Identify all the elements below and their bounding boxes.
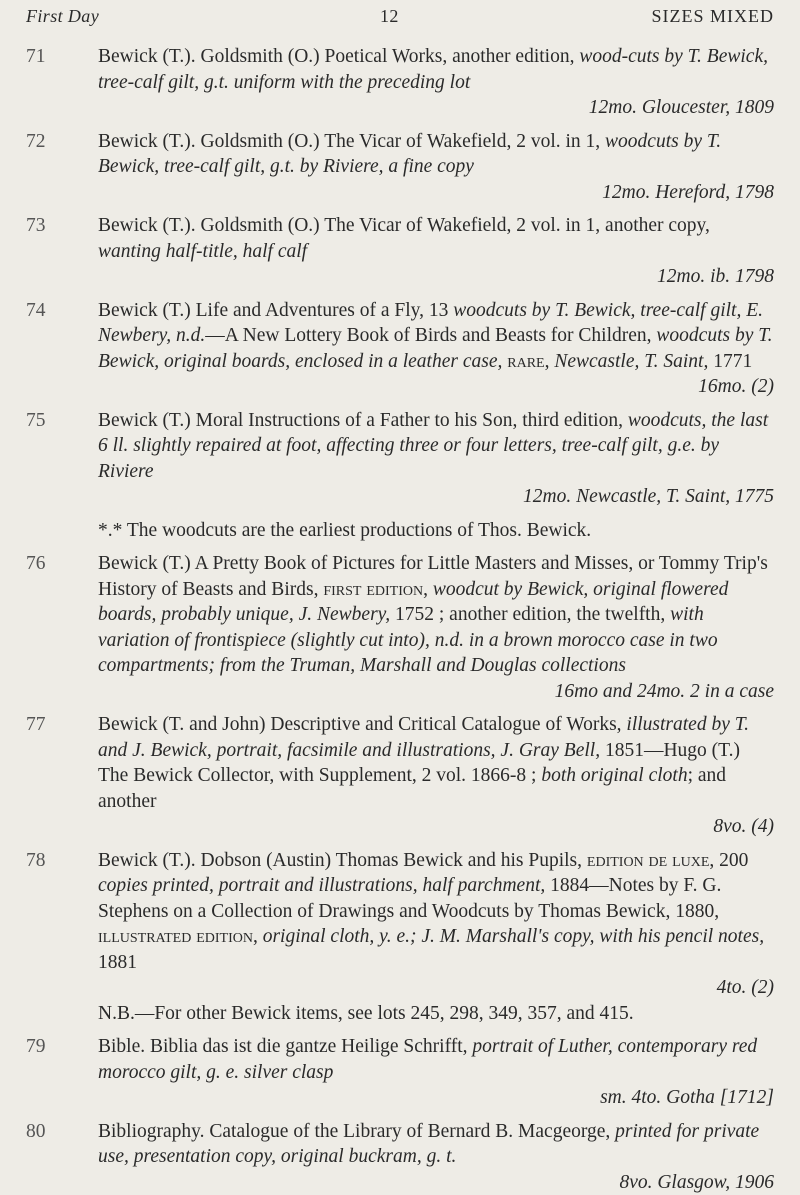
lot-format: 12mo. Hereford, 1798	[98, 180, 774, 206]
description-run: Bibliography. Catalogue of the Library of Bernard B. Macgeorge,	[98, 1121, 615, 1142]
lot-format: sm. 4to. Gotha [1712]	[98, 1085, 774, 1111]
description-run: —A New Lottery Book of Birds and Beasts for Children,	[205, 325, 656, 346]
header-left: First Day	[26, 6, 99, 27]
description-run: first edition,	[323, 579, 433, 600]
lot-number: 80	[26, 1119, 98, 1195]
description-run: printed for private use, presentation copy, original buckram, g. t.	[98, 1121, 759, 1168]
header-right: SIZES MIXED	[652, 6, 775, 27]
lot-number: 71	[26, 44, 98, 121]
lot-entry	[26, 1034, 774, 1111]
lot-description	[98, 1119, 774, 1195]
description-run: original cloth, y. e.; J. M. Marshall's copy, with his pencil notes,	[263, 926, 764, 947]
description-run: Bewick (T.) Life and Adventures of a Fly, 13	[98, 300, 453, 321]
lot-description	[98, 44, 774, 121]
description-run: portrait of Luther, contemporary red morocco gilt, g. e. silver clasp	[98, 1036, 757, 1083]
description-run: Bewick (T.). Goldsmith (O.) The Vicar of Wakefield, 2 vol. in 1,	[98, 131, 605, 152]
note-lot-78: N.B.—For other Bewick items, see lots 245, 298, 349, 357, and 415.	[26, 1001, 774, 1027]
lot-entry	[26, 551, 774, 704]
page-number: 12	[380, 6, 399, 27]
lot-number: 73	[26, 213, 98, 290]
lot-list-a	[26, 44, 774, 510]
description-run: Newcastle, T. Saint,	[554, 351, 713, 372]
description-run: Bewick (T.). Goldsmith (O.) The Vicar of Wakefield, 2 vol. in 1, another copy,	[98, 215, 710, 236]
lot-entry	[26, 44, 774, 121]
description-run: 1884—Notes by F. G. Stephens on a Collection of Drawings and Woodcuts by Thomas Bewick, 1880,	[98, 875, 721, 922]
description-run: illustrated by T. and J. Bewick, portrait, facsimile and illustrations, J. Gray Bell,	[98, 714, 749, 761]
lot-list-c	[26, 1034, 774, 1195]
description-run: 1851—Hugo (T.) The Bewick Collector, with Supplement, 2 vol. 1866-8 ;	[98, 740, 740, 787]
lot-format: 12mo. Gloucester, 1809	[98, 95, 774, 121]
description-run: 1771	[713, 351, 752, 372]
description-run: Bewick (T.) A Pretty Book of Pictures for Little Masters and Misses, or Tommy Trip's History of Beasts and Birds,	[98, 553, 768, 600]
lot-number: 76	[26, 551, 98, 704]
description-run: edition de luxe,	[587, 850, 719, 871]
description-run: 1752 ; another edition, the twelfth,	[395, 604, 670, 625]
lot-description	[98, 848, 774, 1001]
description-run: woodcuts, the last 6 ll. slightly repaired at foot, affecting three or four letters, tree-calf gilt, g.e. by Riviere	[98, 410, 768, 482]
lot-entry	[26, 298, 774, 400]
description-run: woodcut by Bewick, original flowered boards, probably unique, J. Newbery,	[98, 579, 728, 626]
description-run: woodcuts by T. Bewick, tree-calf gilt, g.t. by Riviere, a fine copy	[98, 131, 721, 178]
lot-format: 12mo. ib. 1798	[98, 264, 774, 290]
description-run: both original cloth	[541, 765, 687, 786]
lot-format: 8vo. (4)	[98, 814, 774, 840]
description-run: woodcuts by T. Bewick, original boards, enclosed in a leather case,	[98, 325, 773, 372]
lot-description	[98, 551, 774, 704]
lot-number: 79	[26, 1034, 98, 1111]
lot-format: 16mo. (2)	[98, 374, 774, 400]
description-run: woodcuts by T. Bewick, tree-calf gilt, E. Newbery, n.d.	[98, 300, 763, 347]
lot-entry	[26, 213, 774, 290]
lot-description	[98, 298, 774, 400]
note-lot-75: *.* The woodcuts are the earliest productions of Thos. Bewick.	[26, 518, 774, 544]
lot-number: 75	[26, 408, 98, 510]
description-run: rare,	[507, 351, 554, 372]
description-run: wood-cuts by T. Bewick, tree-calf gilt, g.t. uniform with the preceding lot	[98, 46, 768, 93]
description-run: Bewick (T. and John) Descriptive and Critical Catalogue of Works,	[98, 714, 626, 735]
description-run: illustrated edition,	[98, 926, 263, 947]
lot-format: 16mo and 24mo. 2 in a case	[98, 679, 774, 705]
lot-number: 72	[26, 129, 98, 206]
lot-list-b	[26, 551, 774, 1001]
lot-number: 74	[26, 298, 98, 400]
lot-description	[98, 129, 774, 206]
description-run: Bewick (T.) Moral Instructions of a Father to his Son, third edition,	[98, 410, 628, 431]
description-run: wanting half-title, half calf	[98, 241, 307, 262]
lot-description	[98, 408, 774, 510]
lot-entry	[26, 129, 774, 206]
description-run: ; and another	[98, 765, 726, 812]
lot-number: 78	[26, 848, 98, 1001]
lot-entry	[26, 712, 774, 840]
lot-format: 4to. (2)	[98, 975, 774, 1001]
description-run: copies printed, portrait and illustrations, half parchment,	[98, 875, 550, 896]
lot-entry	[26, 848, 774, 1001]
lot-description	[98, 213, 774, 290]
description-run: with variation of frontispiece (slightly cut into), n.d. in a brown morocco case in two compartments; from the Truman, Marshall and Douglas collections	[98, 604, 718, 676]
lot-description	[98, 1034, 774, 1111]
description-run: Bible. Biblia das ist die gantze Heilige Schrifft,	[98, 1036, 472, 1057]
lot-description	[98, 712, 774, 840]
description-run: 1881	[98, 952, 137, 973]
description-run: Bewick (T.). Goldsmith (O.) Poetical Works, another edition,	[98, 46, 579, 67]
description-run: 200	[719, 850, 748, 871]
lot-format: 12mo. Newcastle, T. Saint, 1775	[98, 484, 774, 510]
lot-entry	[26, 1119, 774, 1195]
lot-format: 8vo. Glasgow, 1906	[98, 1170, 774, 1195]
page-header	[26, 6, 774, 36]
lot-entry	[26, 408, 774, 510]
description-run: Bewick (T.). Dobson (Austin) Thomas Bewick and his Pupils,	[98, 850, 587, 871]
lot-number: 77	[26, 712, 98, 840]
